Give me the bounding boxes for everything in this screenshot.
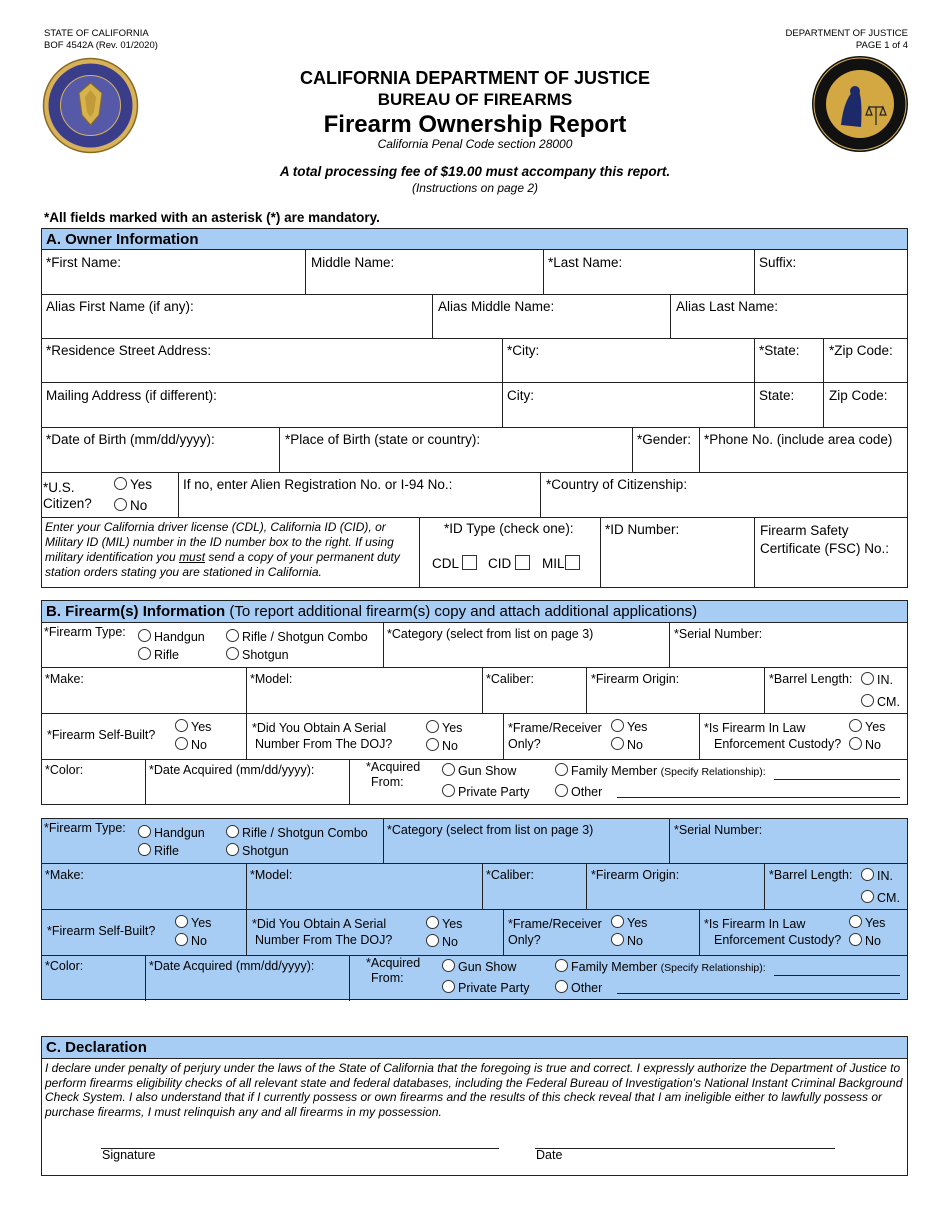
alias-first-name-field[interactable]: Alias First Name (if any): bbox=[46, 299, 194, 314]
page-title: Firearm Ownership Report bbox=[323, 111, 627, 138]
acquired-from-label: *Acquired From: bbox=[366, 956, 421, 985]
other-radio[interactable]: Other bbox=[555, 980, 602, 995]
family-member-radio[interactable]: Family Member (Specify Relationship): bbox=[555, 763, 766, 778]
frame-no-radio[interactable]: No bbox=[611, 737, 643, 752]
state-label: STATE OF CALIFORNIA bbox=[44, 28, 149, 39]
citizen-yes-radio[interactable]: Yes bbox=[114, 477, 152, 492]
firearm-entry-1 bbox=[41, 622, 908, 805]
frame-yes-radio[interactable]: Yes bbox=[611, 719, 647, 734]
color-field[interactable]: *Color: bbox=[45, 959, 84, 973]
private-party-radio[interactable]: Private Party bbox=[442, 784, 530, 799]
bureau-title: BUREAU OF FIREARMS bbox=[377, 90, 573, 109]
page-number: PAGE 1 of 4 bbox=[855, 40, 908, 51]
law-enforcement-custody-label: *Is Firearm In Law Enforcement Custody? bbox=[704, 721, 842, 751]
law-enforcement-custody-label: *Is Firearm In Law Enforcement Custody? bbox=[704, 917, 842, 947]
fsc-number-field[interactable]: Firearm Safety Certificate (FSC) No.: bbox=[760, 523, 890, 556]
private-party-radio[interactable]: Private Party bbox=[442, 980, 530, 995]
color-field[interactable]: *Color: bbox=[45, 763, 84, 777]
firearm-type-handgun-radio[interactable]: Handgun bbox=[138, 825, 205, 840]
family-member-radio[interactable]: Family Member (Specify Relationship): bbox=[555, 959, 766, 974]
firearm-type-combo-radio[interactable]: Rifle / Shotgun Combo bbox=[226, 825, 368, 840]
fee-notice: A total processing fee of $19.00 must accompany this report. bbox=[279, 164, 671, 179]
id-type-mil-checkbox[interactable]: MIL bbox=[542, 555, 580, 571]
serial-from-doj-label: *Did You Obtain A Serial Number From The DOJ? bbox=[252, 917, 393, 947]
barrel-length-field[interactable]: *Barrel Length: bbox=[769, 868, 853, 882]
barrel-cm-radio[interactable]: CM. bbox=[861, 694, 900, 709]
custody-yes-radio[interactable]: Yes bbox=[849, 719, 885, 734]
category-field[interactable]: *Category (select from list on page 3) bbox=[387, 627, 594, 641]
alien-registration-field[interactable]: If no, enter Alien Registration No. or I-94 No.: bbox=[183, 477, 453, 492]
signature-label: Signature bbox=[102, 1148, 156, 1162]
penal-code: California Penal Code section 28000 bbox=[377, 137, 573, 151]
acquired-from-label: *Acquired From: bbox=[366, 760, 421, 789]
frame-no-radio[interactable]: No bbox=[611, 933, 643, 948]
make-field[interactable]: *Make: bbox=[45, 672, 84, 686]
other-specify-line[interactable] bbox=[617, 797, 900, 798]
us-citizen-label: *U.S. bbox=[43, 480, 75, 495]
barrel-in-radio[interactable]: IN. bbox=[861, 672, 893, 687]
frame-receiver-label: *Frame/Receiver Only? bbox=[508, 917, 602, 947]
caliber-field[interactable]: *Caliber: bbox=[486, 868, 534, 882]
barrel-length-field[interactable]: *Barrel Length: bbox=[769, 672, 853, 686]
instructions-note: (Instructions on page 2) bbox=[411, 181, 539, 195]
serial-doj-yes-radio[interactable]: Yes bbox=[426, 720, 462, 735]
firearm-entry-2 bbox=[41, 818, 908, 1000]
barrel-in-radio[interactable]: IN. bbox=[861, 868, 893, 883]
date-line[interactable] bbox=[535, 1148, 835, 1149]
firearm-type-combo-radio[interactable]: Rifle / Shotgun Combo bbox=[226, 629, 368, 644]
mailing-state-field[interactable]: State: bbox=[759, 388, 795, 403]
custody-no-radio[interactable]: No bbox=[849, 933, 881, 948]
middle-name-field[interactable]: Middle Name: bbox=[311, 255, 395, 270]
city-field[interactable]: *City: bbox=[507, 343, 540, 358]
firearm-type-shotgun-radio[interactable]: Shotgun bbox=[226, 843, 289, 858]
make-field[interactable]: *Make: bbox=[45, 868, 84, 882]
form-number: BOF 4542A (Rev. 01/2020) bbox=[44, 40, 158, 51]
id-type-cid-checkbox[interactable]: CID bbox=[488, 555, 530, 571]
id-type-label: *ID Type (check one): bbox=[444, 521, 574, 536]
date-label: Date bbox=[536, 1148, 563, 1162]
model-field[interactable]: *Model: bbox=[250, 868, 293, 882]
residence-address-field[interactable]: *Residence Street Address: bbox=[46, 343, 212, 358]
firearm-type-rifle-radio[interactable]: Rifle bbox=[138, 647, 179, 662]
serial-doj-yes-radio[interactable]: Yes bbox=[426, 916, 462, 931]
barrel-cm-radio[interactable]: CM. bbox=[861, 890, 900, 905]
other-radio[interactable]: Other bbox=[555, 784, 602, 799]
section-c-header: C. Declaration bbox=[41, 1036, 908, 1059]
date-acquired-field[interactable]: *Date Acquired (mm/dd/yyyy): bbox=[149, 959, 315, 973]
phone-field[interactable]: *Phone No. (include area code) bbox=[704, 432, 893, 447]
serial-doj-no-radio[interactable]: No bbox=[426, 738, 458, 753]
mandatory-note: *All fields marked with an asterisk (*) are mandatory. bbox=[44, 210, 380, 225]
firearm-type-shotgun-radio[interactable]: Shotgun bbox=[226, 647, 289, 662]
custody-yes-radio[interactable]: Yes bbox=[849, 915, 885, 930]
date-acquired-field[interactable]: *Date Acquired (mm/dd/yyyy): bbox=[149, 763, 315, 777]
suffix-field[interactable]: Suffix: bbox=[759, 255, 797, 270]
firearm-type-label: *Firearm Type: bbox=[44, 821, 126, 835]
agency-title: CALIFORNIA DEPARTMENT OF JUSTICE bbox=[300, 68, 650, 88]
mailing-zip-field[interactable]: Zip Code: bbox=[829, 388, 888, 403]
firearm-origin-field[interactable]: *Firearm Origin: bbox=[591, 672, 680, 686]
caliber-field[interactable]: *Caliber: bbox=[486, 672, 534, 686]
self-built-no-radio[interactable]: No bbox=[175, 737, 207, 752]
self-built-no-radio[interactable]: No bbox=[175, 933, 207, 948]
mailing-city-field[interactable]: City: bbox=[507, 388, 534, 403]
firearm-type-label: *Firearm Type: bbox=[44, 625, 126, 639]
country-citizenship-field[interactable]: *Country of Citizenship: bbox=[546, 477, 688, 492]
category-field[interactable]: *Category (select from list on page 3) bbox=[387, 823, 594, 837]
dob-field[interactable]: *Date of Birth (mm/dd/yyyy): bbox=[46, 432, 215, 447]
other-specify-line[interactable] bbox=[617, 993, 900, 994]
serial-doj-no-radio[interactable]: No bbox=[426, 934, 458, 949]
declaration-text: I declare under penalty of perjury under the laws of the State of California that the foregoing is true and correct. I expressly authorize the Department of Justice to perform firearms eligibility checks of all relevant state and federal databases, including the Federal Bureau of Investigation's National Instant Criminal Background Check System. I also understand that if I currently possess or own firearms and the results of this check reveal that I am ineligible either to lawfully possess or purchase firearms, I must relinquish any and all firearms in my possession. bbox=[45, 1061, 903, 1119]
self-built-yes-radio[interactable]: Yes bbox=[175, 915, 211, 930]
id-number-field[interactable]: *ID Number: bbox=[605, 522, 680, 537]
frame-yes-radio[interactable]: Yes bbox=[611, 915, 647, 930]
first-name-field[interactable]: *First Name: bbox=[46, 255, 122, 270]
gun-show-radio[interactable]: Gun Show bbox=[442, 763, 516, 778]
self-built-label: *Firearm Self-Built? bbox=[47, 924, 156, 938]
model-field[interactable]: *Model: bbox=[250, 672, 293, 686]
firearm-type-rifle-radio[interactable]: Rifle bbox=[138, 843, 179, 858]
us-citizen-label-2: Citizen? bbox=[43, 496, 92, 511]
mailing-address-field[interactable]: Mailing Address (if different): bbox=[46, 388, 217, 403]
section-b-header: B. Firearm(s) Information (To report additional firearm(s) copy and attach additional applications) bbox=[41, 600, 908, 623]
state-field[interactable]: *State: bbox=[759, 343, 800, 358]
citizen-no-radio[interactable]: No bbox=[114, 498, 147, 513]
frame-receiver-label: *Frame/Receiver Only? bbox=[508, 721, 602, 751]
gender-field[interactable]: *Gender: bbox=[637, 432, 692, 447]
last-name-field[interactable]: *Last Name: bbox=[548, 255, 623, 270]
self-built-label: *Firearm Self-Built? bbox=[47, 728, 156, 742]
firearm-type-handgun-radio[interactable]: Handgun bbox=[138, 629, 205, 644]
self-built-yes-radio[interactable]: Yes bbox=[175, 719, 211, 734]
id-type-cdl-checkbox[interactable]: CDL bbox=[432, 555, 477, 571]
firearm-origin-field[interactable]: *Firearm Origin: bbox=[591, 868, 680, 882]
dept-label: DEPARTMENT OF JUSTICE bbox=[785, 28, 908, 39]
serial-number-field[interactable]: *Serial Number: bbox=[674, 823, 763, 837]
pob-field[interactable]: *Place of Birth (state or country): bbox=[285, 432, 481, 447]
alias-last-name-field[interactable]: Alias Last Name: bbox=[676, 299, 779, 314]
serial-number-field[interactable]: *Serial Number: bbox=[674, 627, 763, 641]
section-a-header: A. Owner Information bbox=[41, 228, 908, 250]
custody-no-radio[interactable]: No bbox=[849, 737, 881, 752]
signature-line[interactable] bbox=[101, 1148, 499, 1149]
gun-show-radio[interactable]: Gun Show bbox=[442, 959, 516, 974]
zip-field[interactable]: *Zip Code: bbox=[829, 343, 893, 358]
alias-middle-name-field[interactable]: Alias Middle Name: bbox=[438, 299, 555, 314]
serial-from-doj-label: *Did You Obtain A Serial Number From The DOJ? bbox=[252, 721, 393, 751]
id-instructions: Enter your California driver license (CDL), California ID (CID), or Military ID (MIL) number in the ID number box to the right. If using military identification you must send a copy of your permanent duty station orders stating you are stationed in California. bbox=[45, 520, 400, 579]
